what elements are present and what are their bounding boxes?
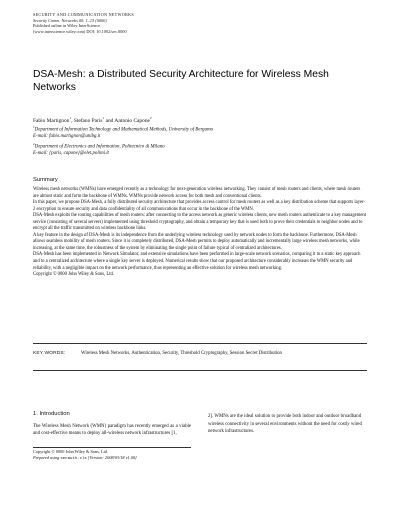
author-name: Stefano Paris bbox=[73, 117, 103, 124]
summary-heading: Summary bbox=[33, 177, 58, 183]
affiliation-email bbox=[33, 134, 373, 141]
summary-paragraph: DSA-Mesh has been implemented in Network Simulator, and extensive simulations have been performed in large-scale network scenarios, comparing it to a static key approach and to a centralized architecture where a single key server is deployed. Numerical results show that our proposed architecture considerably increases the WMN security and reliability, with a negligible impact on the network performance, thus representing an effective solution for wireless mesh networking. bbox=[33, 252, 361, 271]
journal-citation: Security Comm. Networks 00: 1–15 (0000) bbox=[33, 17, 107, 23]
intro-left-column: The Wireless Mesh Network (WMN) paradigm has recently emerged as a viable and cost-effective means to deploy all-wireless network infrastructures [1, bbox=[33, 424, 191, 436]
footnote-prepared bbox=[33, 455, 203, 462]
keywords-top-rule bbox=[33, 343, 367, 344]
affiliation-line bbox=[33, 124, 373, 134]
summary-paragraph: Wireless mesh networks (WMNs) have emerged recently as a technology for next-generation wireless networking. They consist of mesh routers and clients, where mesh routers are almost static and form the backbone of WMNs. WMNs provide network access for both mesh and conventional clients. bbox=[33, 187, 361, 199]
affil-mark: 2 bbox=[33, 142, 35, 147]
journal-doi: (www.interscience.wiley.com) DOI: 10.1002/sec.0000 bbox=[33, 28, 127, 34]
summary-paragraph: A key feature in the design of DSA-Mesh is its independence from the underlying wireless technology used by network nodes to form the backbone. Furthermore, DSA-Mesh allows seamless mobility of mesh routers. Since it is completely distributed, DSA-Mesh permits to deploy automatically and incrementally large wireless mesh networks, while increasing, at the same time, the robustness of the system by eliminating the single point of failure typical of centralized architectures. bbox=[33, 232, 360, 251]
keywords-bottom-rule bbox=[33, 370, 367, 371]
author-affil-mark: 2 bbox=[149, 116, 152, 120]
footnote-copyright: Copyright © 0000 John Wiley & Sons, Ltd. bbox=[33, 449, 108, 454]
summary-paragraph: DSA-Mesh exploits the routing capabilities of mesh routers: after connecting to the access network as generic wireless clients, new mesh routers authenticate to a key management service (consisting of several servers) implemented using threshold cryptography, and obtain a temporary key that is used both to prove their credentials to neighbor nodes and to encrypt all the traffic transmitted on wireless backbone links. bbox=[33, 213, 366, 232]
author-conjunction: and bbox=[105, 117, 114, 124]
author-list: Fabio Martignon$^1$, Stefano Paris$^1$ and Antonio Capone$^2$ bbox=[33, 116, 152, 124]
keywords-text: Wireless Mesh Networks, Authentication, Security, Threshold Cryptography, Session Secret Distribution bbox=[81, 351, 282, 356]
affiliation-line bbox=[33, 141, 373, 151]
prep-file: secauth.cls bbox=[60, 457, 87, 461]
summary-body bbox=[33, 187, 367, 279]
section-heading-introduction: 1. Introduction bbox=[33, 411, 70, 417]
journal-published: Published online in Wiley InterScience bbox=[33, 23, 101, 29]
affiliation-text: Department of Electronics and Information, Politecnico di Milano bbox=[34, 144, 165, 150]
footnote-rule bbox=[33, 447, 191, 448]
paper-title: DSA-Mesh: a Distributed Security Architecture for Wireless Mesh Networks bbox=[33, 69, 329, 93]
affiliation-text: Department of Information Technology and Mathematical Methods, University of Bergamo bbox=[34, 127, 214, 133]
journal-name: SECURITY AND COMMUNICATION NETWORKS bbox=[33, 12, 135, 17]
email-text: E-mail: fabio.martignon@unibg.it bbox=[33, 134, 101, 140]
summary-copyright: Copyright © 0000 John Wiley & Sons, Ltd. bbox=[33, 272, 114, 278]
prep-prefix: Prepared using bbox=[33, 455, 60, 460]
author-name: Antonio Capone bbox=[114, 117, 150, 124]
prep-version: [Version: 2008/03/18 v1.00] bbox=[87, 455, 137, 460]
author-name: Fabio Martignon bbox=[33, 117, 70, 124]
footnote bbox=[33, 449, 203, 462]
email-text: E-mail: {paris, capone}@elet.polimi.it bbox=[33, 151, 109, 157]
author-affil-mark: 1 bbox=[102, 116, 105, 120]
summary-paragraph: In this paper, we propose DSA-Mesh, a fully distributed security architecture that provides access control for mesh routers as well as a key distribution scheme that supports layer-2 encryption to ensure security and data confidentiality of all communications that occur in the backbone of the WMN. bbox=[33, 200, 366, 212]
affil-mark: 1 bbox=[33, 125, 35, 129]
journal-header bbox=[33, 12, 363, 34]
keywords-label: KEY WORDS: bbox=[33, 351, 66, 356]
affiliation-email bbox=[33, 151, 373, 158]
intro-right-column: 2]. WMNs are the ideal solution to provide both indoor and outdoor broadband wireless connectivity in several environments without the need for costly wired network infrastructures. bbox=[208, 414, 362, 435]
author-affil-mark: 1 bbox=[69, 116, 72, 120]
affiliations bbox=[33, 124, 373, 158]
